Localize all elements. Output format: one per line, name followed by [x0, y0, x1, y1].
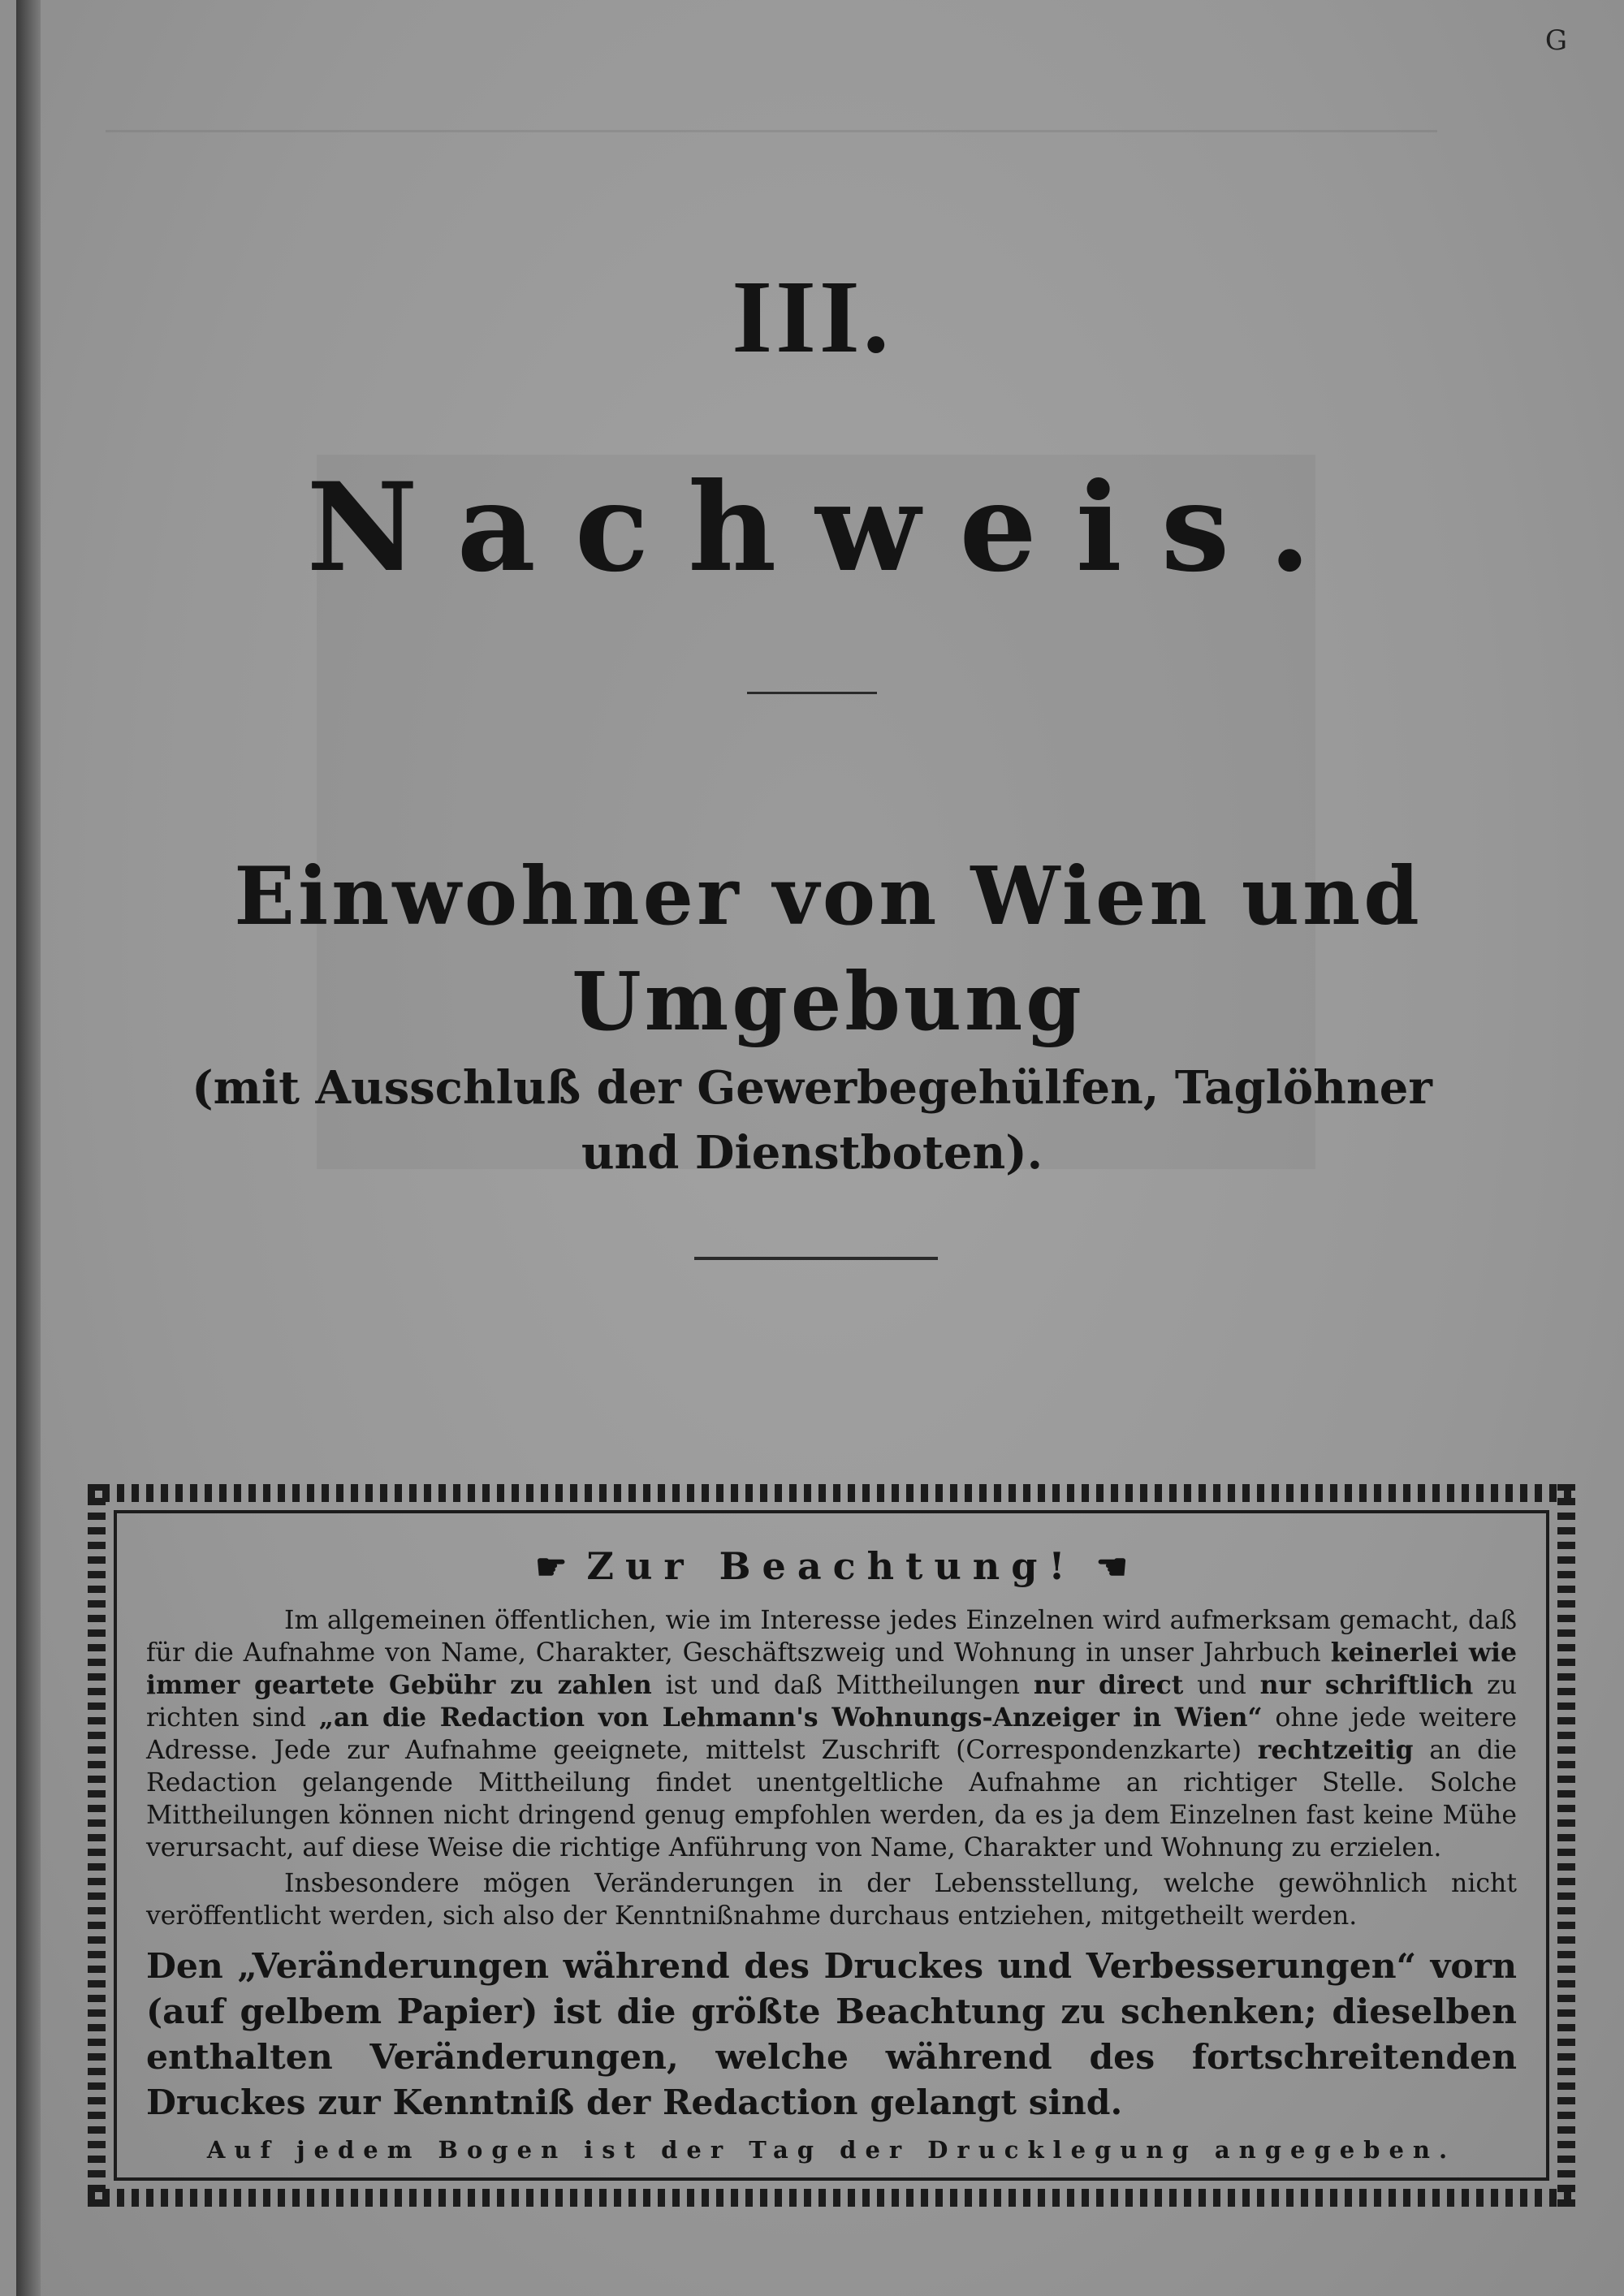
- notice-text: und: [1183, 1671, 1260, 1700]
- notice-heading-row: [146, 1538, 1517, 1596]
- notice-box: [88, 1484, 1575, 2207]
- section-number: III.: [732, 259, 892, 374]
- divider-rule: [747, 692, 877, 694]
- page-signature: G: [1544, 24, 1567, 57]
- page-title: Nachweis.: [306, 456, 1350, 599]
- notice-emphasis: nur direct: [1033, 1670, 1184, 1700]
- notice-text: ist und daß Mittheilungen: [651, 1671, 1034, 1700]
- divider-rule-2: [694, 1257, 938, 1260]
- subtitle-note: (mit Ausschluß der Gewerbegehülfen, Taglöhner und Dienstboten).: [192, 1061, 1432, 1180]
- notice-heading: Zur Beachtung!: [586, 1544, 1077, 1588]
- pointing-hand-left-icon: ☚: [1095, 1547, 1129, 1588]
- notice-text: ohne jede weitere Adresse. Jede zur Aufnahme geeignete, mittelst Zuschrift (Correspondenzkarte): [146, 1703, 1517, 1765]
- notice-footer: Auf jedem Bogen ist der Tag der Drucklegung angegeben.: [206, 2136, 1457, 2164]
- notice-text: zu richten sind: [146, 1671, 1518, 1733]
- notice-paragraph-1: [146, 1604, 1517, 1864]
- notice-paragraph-2: Insbesondere mögen Veränderungen in der Lebensstellung, welche gewöhnlich nicht veröffentlicht werden, sich also der Kenntnißnahme durchaus entziehen, mitgetheilt werden.: [146, 1869, 1517, 1931]
- notice-address: „an die Redaction von Lehmann's Wohnungs-Anzeiger in Wien“: [318, 1703, 1263, 1733]
- pointing-hand-right-icon: ☛: [534, 1547, 568, 1588]
- notice-text: an die Redaction gelangende Mittheilung findet unentgeltliche Aufnahme an richtiger Stelle. Solche Mittheilungen können nicht dringend genug empfohlen werden, da es ja dem Einzelnen fast keine Mühe verursacht, auf diese Weise die richtige Anführung von Name, Charakter und Wohnung zu erzielen.: [146, 1736, 1517, 1862]
- page-subtitle: Einwohner von Wien und Umgebung: [234, 850, 1423, 1049]
- notice-paragraph-3: Den „Veränderungen während des Druckes und Verbesserungen“ vorn (auf gelbem Papier) ist die größte Beachtung zu schenken; dieselben enthalten Veränderungen, welche während des fortschreitenden Druckes zur Kenntniß der Redaction gelangt sind.: [146, 1946, 1517, 2123]
- notice-emphasis: keinerlei wie immer geartete Gebühr zu zahlen: [146, 1638, 1518, 1700]
- notice-frame: [114, 1510, 1549, 2181]
- notice-text: Im allgemeinen öffentlichen, wie im Interesse jedes Einzelnen wird aufmerksam gemacht, daß für die Aufnahme von Name, Charakter, Geschäftszweig und Wohnung in unser Jahrbuch: [146, 1606, 1517, 1668]
- notice-emphasis: nur schriftlich: [1259, 1670, 1474, 1700]
- notice-emphasis: rechtzeitig: [1257, 1735, 1414, 1765]
